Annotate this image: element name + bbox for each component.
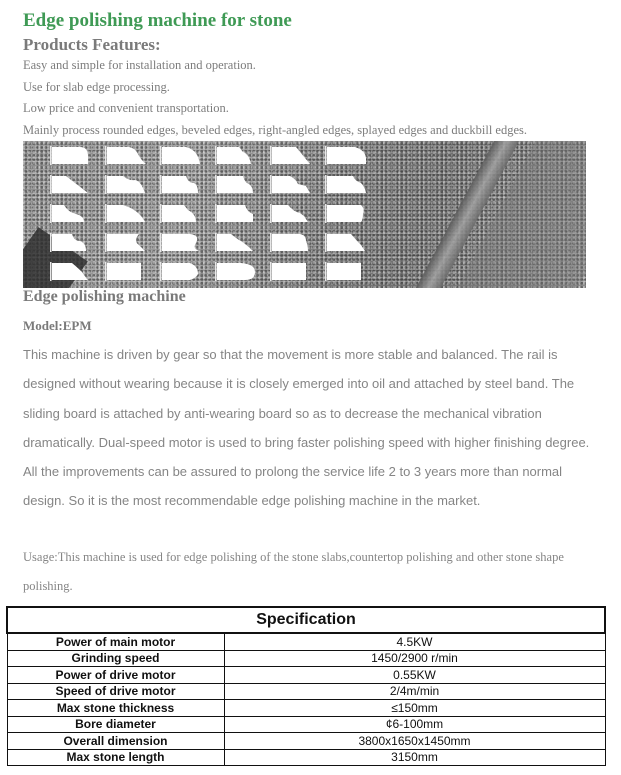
edge-profile-shape bbox=[160, 233, 202, 252]
edge-profile-shape bbox=[215, 262, 257, 281]
feature-item: Mainly process rounded edges, beveled edges, right-angled edges, splayed edges and duckbill edges. bbox=[23, 122, 528, 137]
edge-profile-shape bbox=[50, 233, 92, 252]
feature-item: Low price and convenient transportation. bbox=[23, 101, 229, 115]
spec-label: Power of drive motor bbox=[7, 667, 224, 684]
features-heading: Products Features: bbox=[23, 35, 161, 54]
edge-profile-shape bbox=[270, 204, 312, 223]
table-row bbox=[7, 667, 605, 684]
features-list bbox=[23, 57, 527, 143]
spec-header-row bbox=[7, 607, 605, 633]
spec-heading: Specification bbox=[7, 607, 605, 633]
spec-value: 3800x1650x1450mm bbox=[224, 733, 605, 750]
feature-item: Use for slab edge processing. bbox=[23, 79, 170, 94]
edge-profile-shape bbox=[325, 175, 367, 194]
edge-profile-shape bbox=[270, 262, 312, 281]
edge-profile-shape bbox=[270, 146, 312, 165]
edge-profile-shape bbox=[215, 233, 257, 252]
edge-profile-shape bbox=[270, 233, 312, 252]
edge-profile-shape bbox=[50, 146, 92, 165]
spec-value: 3150mm bbox=[224, 749, 605, 766]
spec-label: Bore diameter bbox=[7, 716, 224, 733]
edge-profile-shape bbox=[160, 146, 202, 165]
edge-profile-shape bbox=[50, 204, 92, 223]
edge-profile-shape bbox=[325, 146, 367, 165]
edge-profile-shape bbox=[105, 233, 147, 252]
spec-value: ¢6-100mm bbox=[224, 716, 605, 733]
edge-profile-shape bbox=[215, 204, 257, 223]
edge-profile-shape bbox=[50, 175, 92, 194]
feature-item: Easy and simple for installation and operation. bbox=[23, 58, 256, 72]
spec-label: Power of main motor bbox=[7, 633, 224, 650]
spec-label: Max stone length bbox=[7, 749, 224, 766]
table-row bbox=[7, 683, 605, 700]
edge-profile-shape bbox=[325, 233, 367, 252]
section-title: Edge polishing machine bbox=[23, 288, 186, 305]
table-row bbox=[7, 749, 605, 766]
edge-profile-shape bbox=[105, 175, 147, 194]
edge-profile-shape bbox=[325, 204, 367, 223]
edge-profile-shape bbox=[160, 262, 202, 281]
edge-profile-grid bbox=[50, 146, 371, 284]
spec-value: 1450/2900 r/min bbox=[224, 650, 605, 667]
edge-profile-shape bbox=[105, 204, 147, 223]
edge-profile-shape bbox=[50, 262, 92, 281]
spec-value: 4.5KW bbox=[224, 633, 605, 650]
spec-value: 0.55KW bbox=[224, 667, 605, 684]
spec-value: 2/4m/min bbox=[224, 683, 605, 700]
edge-profile-shape bbox=[105, 146, 147, 165]
spec-value: ≤150mm bbox=[224, 700, 605, 717]
spec-label: Max stone thickness bbox=[7, 700, 224, 717]
edge-profile-shape bbox=[270, 175, 312, 194]
edge-profile-shape bbox=[105, 262, 147, 281]
edge-profiles-image bbox=[23, 141, 586, 288]
spec-label: Overall dimension bbox=[7, 733, 224, 750]
table-row bbox=[7, 716, 605, 733]
edge-profile-shape bbox=[160, 175, 202, 194]
page-title: Edge polishing machine for stone bbox=[23, 10, 292, 31]
usage-paragraph: Usage:This machine is used for edge polishing of the stone slabs,countertop polishing and other stone shape polishing. bbox=[23, 550, 564, 593]
model-label: Model:EPM bbox=[23, 318, 92, 333]
specification-table bbox=[6, 606, 606, 766]
table-row bbox=[7, 733, 605, 750]
edge-profile-shape bbox=[325, 262, 367, 281]
description-paragraph: This machine is driven by gear so that the movement is more stable and balanced. The rail is designed without wearing because it is closely emerged into oil and attached by steel band. The sliding board is attached by anti-wearing board so as to decrease the mechanical vibration dramatically. Dual-speed motor is used to bring faster polishing speed with higher finishing degree. All the improvements can be assured to prolong the service life 2 to 3 years more than normal design. So it is the most recommendable edge polishing machine in the market. bbox=[23, 347, 590, 509]
edge-profile-shape bbox=[215, 175, 257, 194]
spec-label: Grinding speed bbox=[7, 650, 224, 667]
edge-profile-shape bbox=[215, 146, 257, 165]
spec-label: Speed of drive motor bbox=[7, 683, 224, 700]
edge-profile-shape bbox=[160, 204, 202, 223]
table-row bbox=[7, 650, 605, 667]
table-row bbox=[7, 700, 605, 717]
table-row bbox=[7, 633, 605, 650]
